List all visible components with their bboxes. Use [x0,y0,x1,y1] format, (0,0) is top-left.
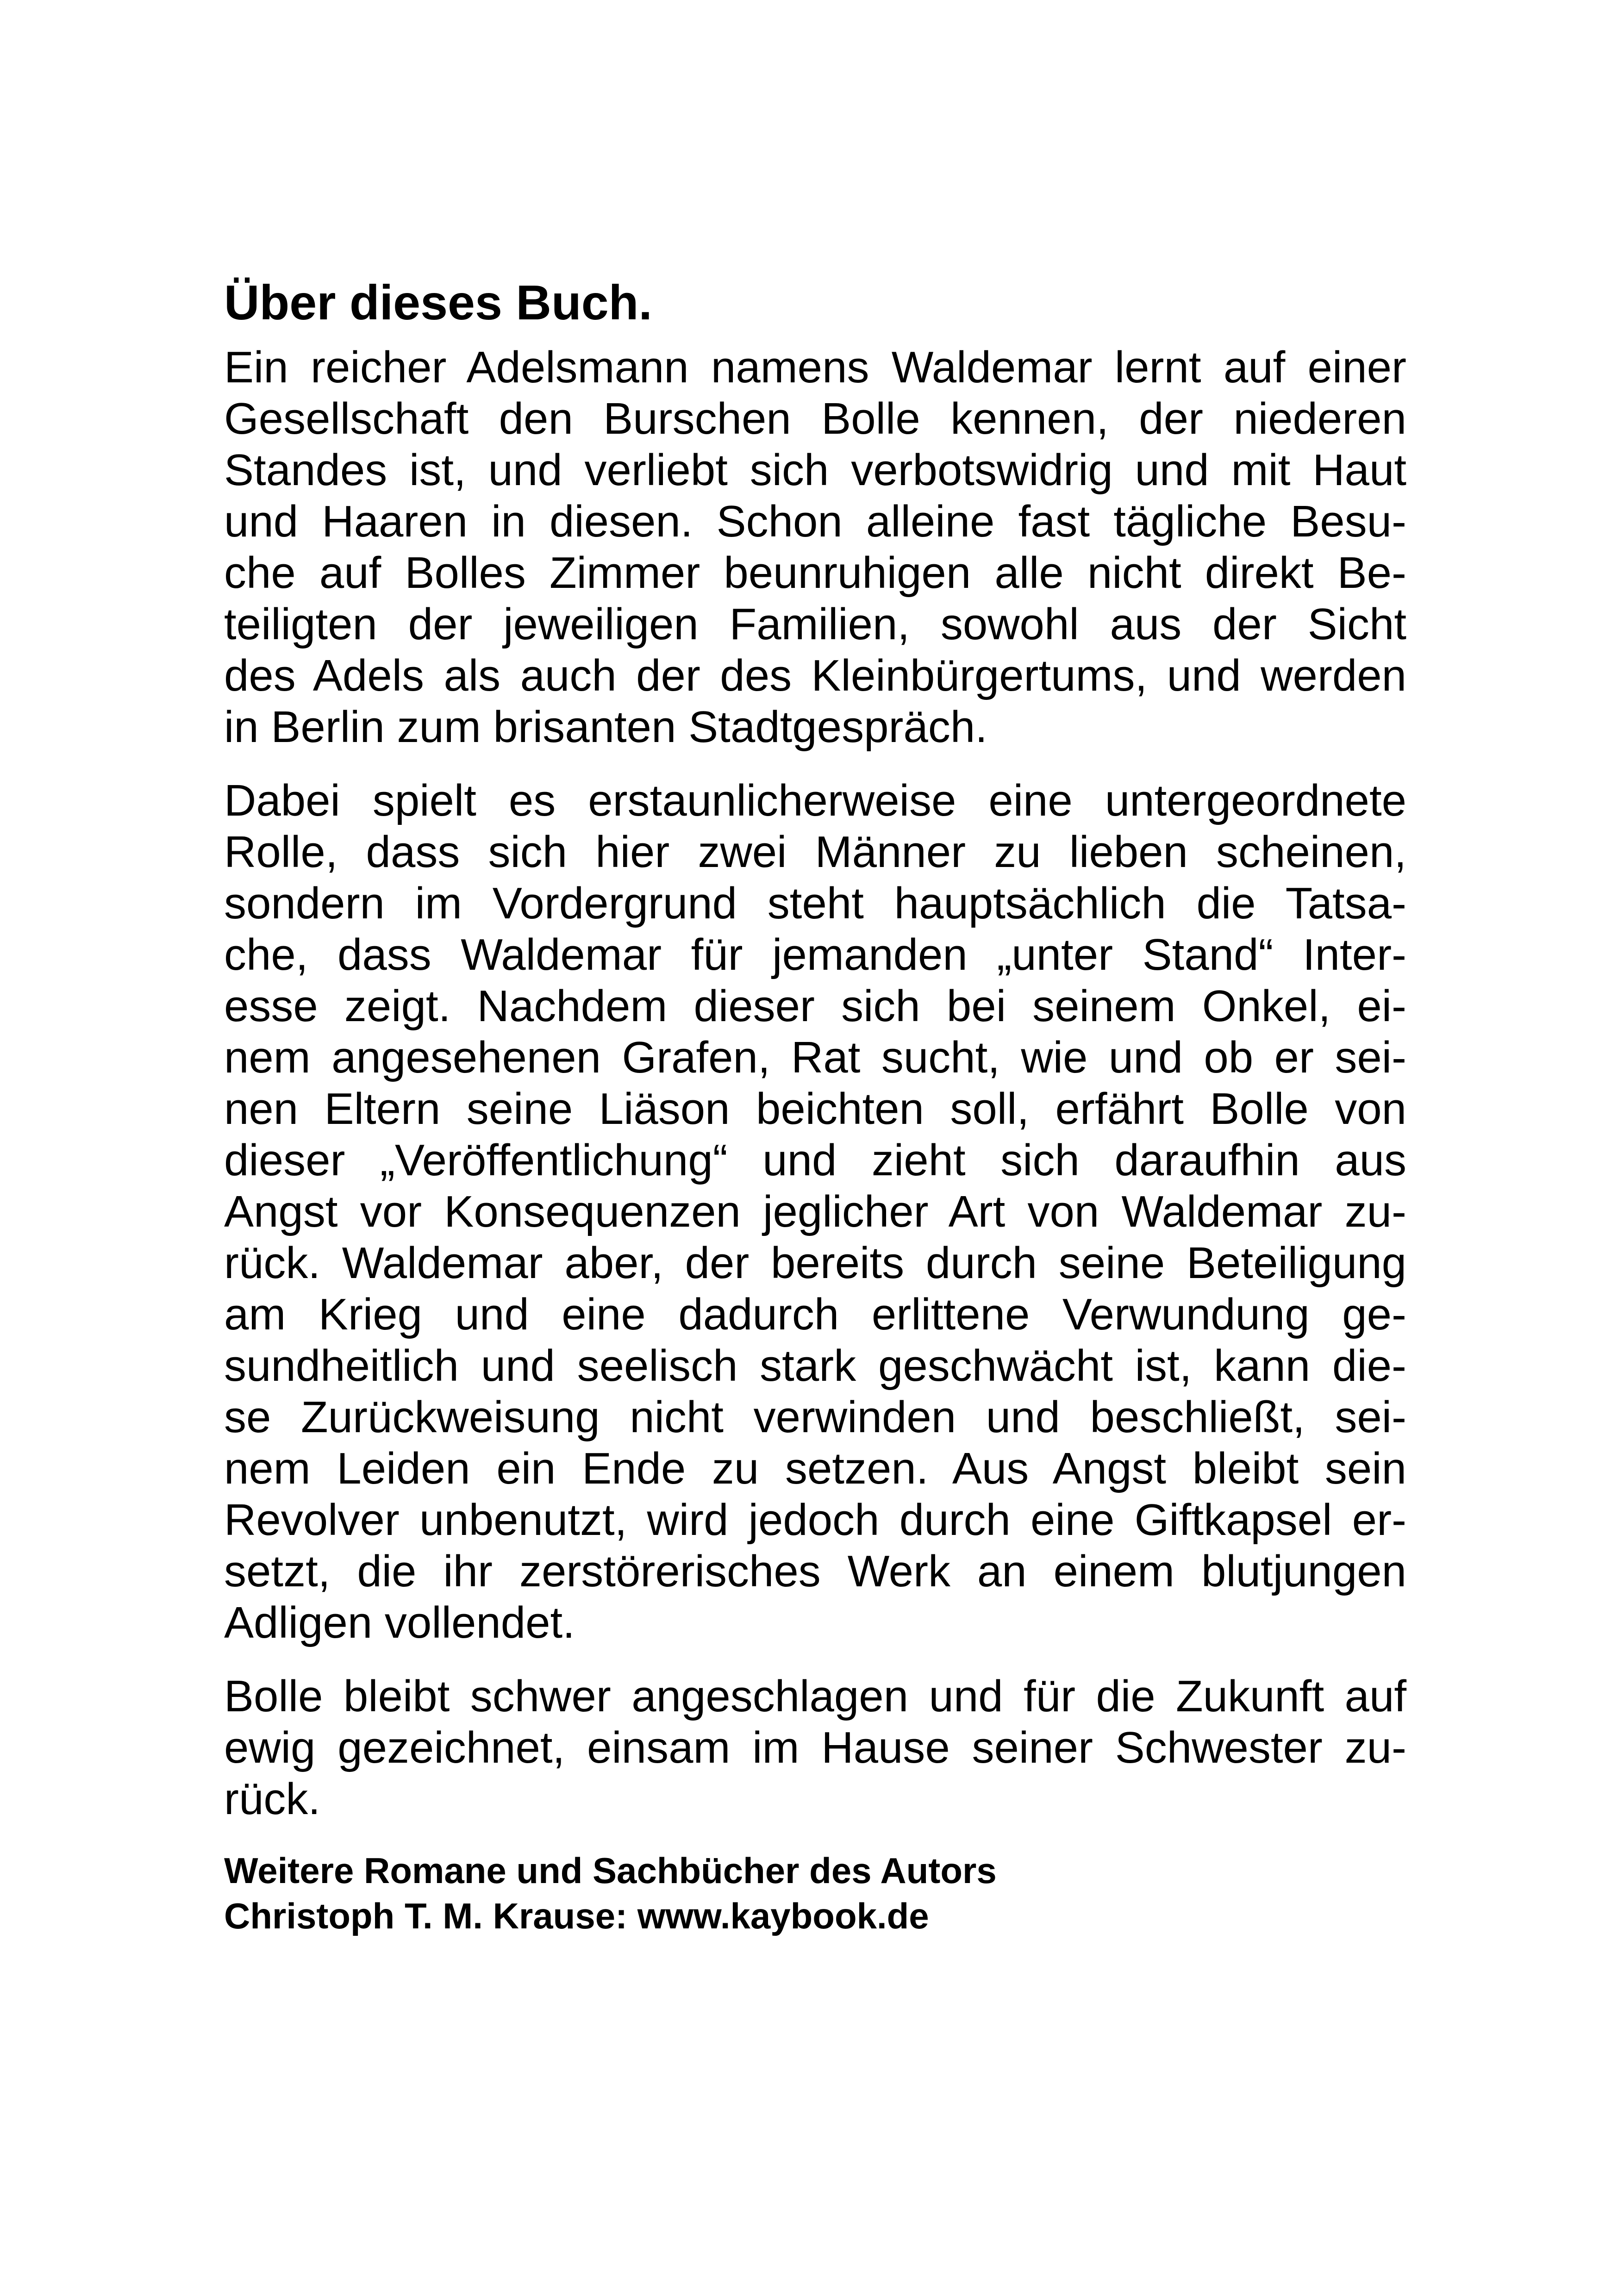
footer-line-more-books: Weitere Romane und Sachbücher des Autors [224,1850,997,1891]
text-line: Angst vor Konsequenzen jeglicher Art von Waldemar zu- [224,1187,1406,1236]
text-line: sondern im Vordergrund steht hauptsächlich die Tatsa- [224,879,1406,928]
text-line: se Zurückweisung nicht verwinden und beschließt, sei- [224,1392,1406,1442]
text-line: Dabei spielt es erstaunlicherweise eine untergeordnete [224,776,1406,825]
text-line: nen Eltern seine Liäson beichten soll, erfährt Bolle von [224,1084,1406,1134]
text-line: dieser „Veröffentlichung“ und zieht sich daraufhin aus [224,1135,1406,1185]
book-blurb-page [224,273,1406,1939]
text-line: nem angesehenen Grafen, Rat sucht, wie und ob er sei- [224,1033,1406,1082]
text-line: Adligen vollendet. [224,1598,575,1647]
text-line: ewig gezeichnet, einsam im Hause seiner Schwester zu- [224,1723,1406,1772]
text-line: Ein reicher Adelsmann namens Waldemar lernt auf einer [224,343,1406,392]
text-line: sundheitlich und seelisch stark geschwächt ist, kann die- [224,1341,1406,1391]
text-line: che, dass Waldemar für jemanden „unter Stand“ Inter- [224,930,1406,979]
paragraph-3 [224,1671,1406,1825]
text-line: setzt, die ihr zerstörerisches Werk an einem blutjungen [224,1547,1406,1596]
text-line: Revolver unbenutzt, wird jedoch durch eine Giftkapsel er- [224,1495,1406,1545]
text-line: Bolle bleibt schwer angeschlagen und für die Zukunft auf [224,1671,1406,1721]
text-line: des Adels als auch der des Kleinbürgertums, und werden [224,651,1406,700]
text-line: rück. [224,1774,321,1824]
text-line: und Haaren in diesen. Schon alleine fast tägliche Besu- [224,497,1406,546]
text-line: teiligten der jeweiligen Familien, sowohl aus der Sicht [224,599,1406,649]
page-title: Über dieses Buch. [224,275,652,330]
text-line: nem Leiden ein Ende zu setzen. Aus Angst bleibt sein [224,1444,1406,1493]
text-line: che auf Bolles Zimmer beunruhigen alle nicht direkt Be- [224,548,1406,598]
paragraph-2 [224,775,1406,1648]
author-footer [224,1848,1406,1939]
text-line: in Berlin zum brisanten Stadtgespräch. [224,702,987,752]
text-line: Gesellschaft den Burschen Bolle kennen, der niederen [224,394,1406,443]
paragraph-1 [224,342,1406,753]
text-line: Rolle, dass sich hier zwei Männer zu lieben scheinen, [224,827,1406,877]
text-line: Standes ist, und verliebt sich verbotswidrig und mit Haut [224,445,1406,495]
text-line: esse zeigt. Nachdem dieser sich bei seinem Onkel, ei- [224,981,1406,1031]
footer-line-author-website: Christoph T. M. Krause: www.kaybook.de [224,1896,929,1936]
text-line: rück. Waldemar aber, der bereits durch seine Beteiligung [224,1238,1406,1288]
text-line: am Krieg und eine dadurch erlittene Verwundung ge- [224,1290,1406,1339]
